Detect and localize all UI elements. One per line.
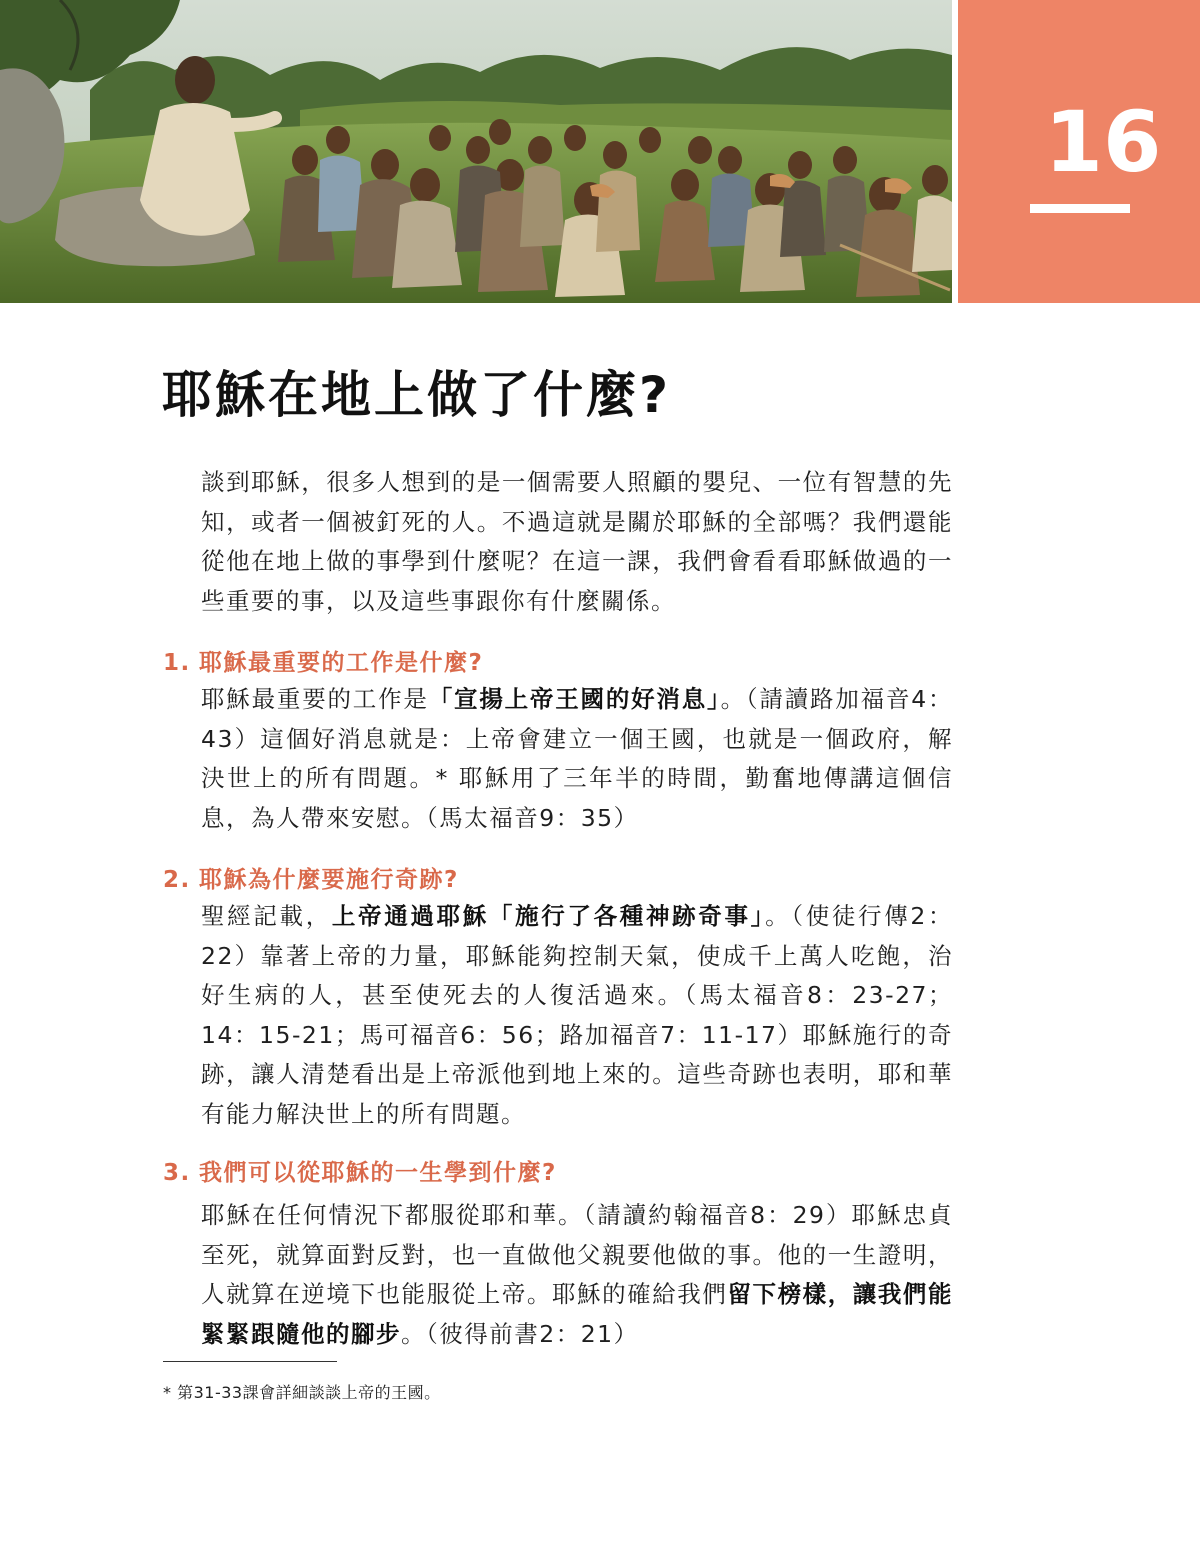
lesson-number-badge: [958, 0, 1200, 303]
question-3: [163, 1154, 557, 1187]
answer-2-text-a: 聖經記載，: [201, 902, 332, 930]
page-title: 耶穌在地上做了什麼?: [162, 366, 672, 424]
question-2-number: 2.: [163, 867, 191, 893]
answer-3-text-a: 耶穌在任何情況下都服從耶和華。（請讀約翰福音8：29）耶穌忠貞至死，就算面對反對，也一直做他父親要他做的事。他的一生證明，人就算在逆境下也能服從上帝。耶穌的確給我們: [201, 1201, 953, 1308]
answer-1-bold: 「宣揚上帝王國的好消息」: [428, 685, 721, 713]
question-1-text: 耶穌最重要的工作是什麼?: [199, 650, 484, 676]
header-photo: [0, 0, 952, 303]
hillside-crowd-illustration: [0, 0, 952, 303]
footnote-divider: [163, 1361, 337, 1362]
answer-1-text-a: 耶穌最重要的工作是: [201, 685, 429, 713]
answer-3-paragraph: [201, 1196, 953, 1354]
answer-2-bold: 上帝通過耶穌「施行了各種神跡奇事」: [331, 902, 766, 930]
answer-3-bold: 留下榜樣，讓我們能緊緊跟隨他的腳步: [201, 1280, 954, 1348]
question-3-number: 3.: [163, 1160, 191, 1186]
lesson-number: 16: [1044, 93, 1162, 191]
answer-1-paragraph: [201, 680, 953, 838]
question-2: [163, 861, 459, 894]
badge-underline: [1030, 204, 1130, 213]
answer-2-text-b: 。（使徒行傳2：22）靠著上帝的力量，耶穌能夠控制天氣，使成千上萬人吃飽，治好生病的人，甚至使死去的人復活過來。（馬太福音8：23-27；14：15-21；馬可福音6：56；路加福音7：11-17）耶穌施行的奇跡，讓人清楚看出是上帝派他到地上來的。這些奇跡也表明，耶和華有能力解決世上的所有問題。: [201, 902, 954, 1128]
question-3-text: 我們可以從耶穌的一生學到什麼?: [199, 1160, 557, 1186]
footnote: * 第31-33課會詳細談談上帝的王國。: [163, 1383, 441, 1402]
question-2-text: 耶穌為什麼要施行奇跡?: [199, 867, 459, 893]
answer-1-text-b: 。（請讀路加福音4：43）這個好消息就是：上帝會建立一個王國，也就是一個政府，解決世上的所有問題。* 耶穌用了三年半的時間，勤奮地傳講這個信息，為人帶來安慰。（馬太福音9：35）: [201, 685, 954, 832]
intro-paragraph: 談到耶穌，很多人想到的是一個需要人照顧的嬰兒、一位有智慧的先知，或者一個被釘死的人。不過這就是關於耶穌的全部嗎？我們還能從他在地上做的事學到什麼呢？在這一課，我們會看看耶穌做過的一些重要的事，以及這些事跟你有什麼關係。: [201, 468, 953, 615]
question-1: [163, 644, 483, 677]
answer-2-paragraph: [201, 897, 953, 1134]
question-1-number: 1.: [163, 650, 191, 676]
answer-3-text-b: 。（彼得前書2：21）: [401, 1319, 639, 1348]
